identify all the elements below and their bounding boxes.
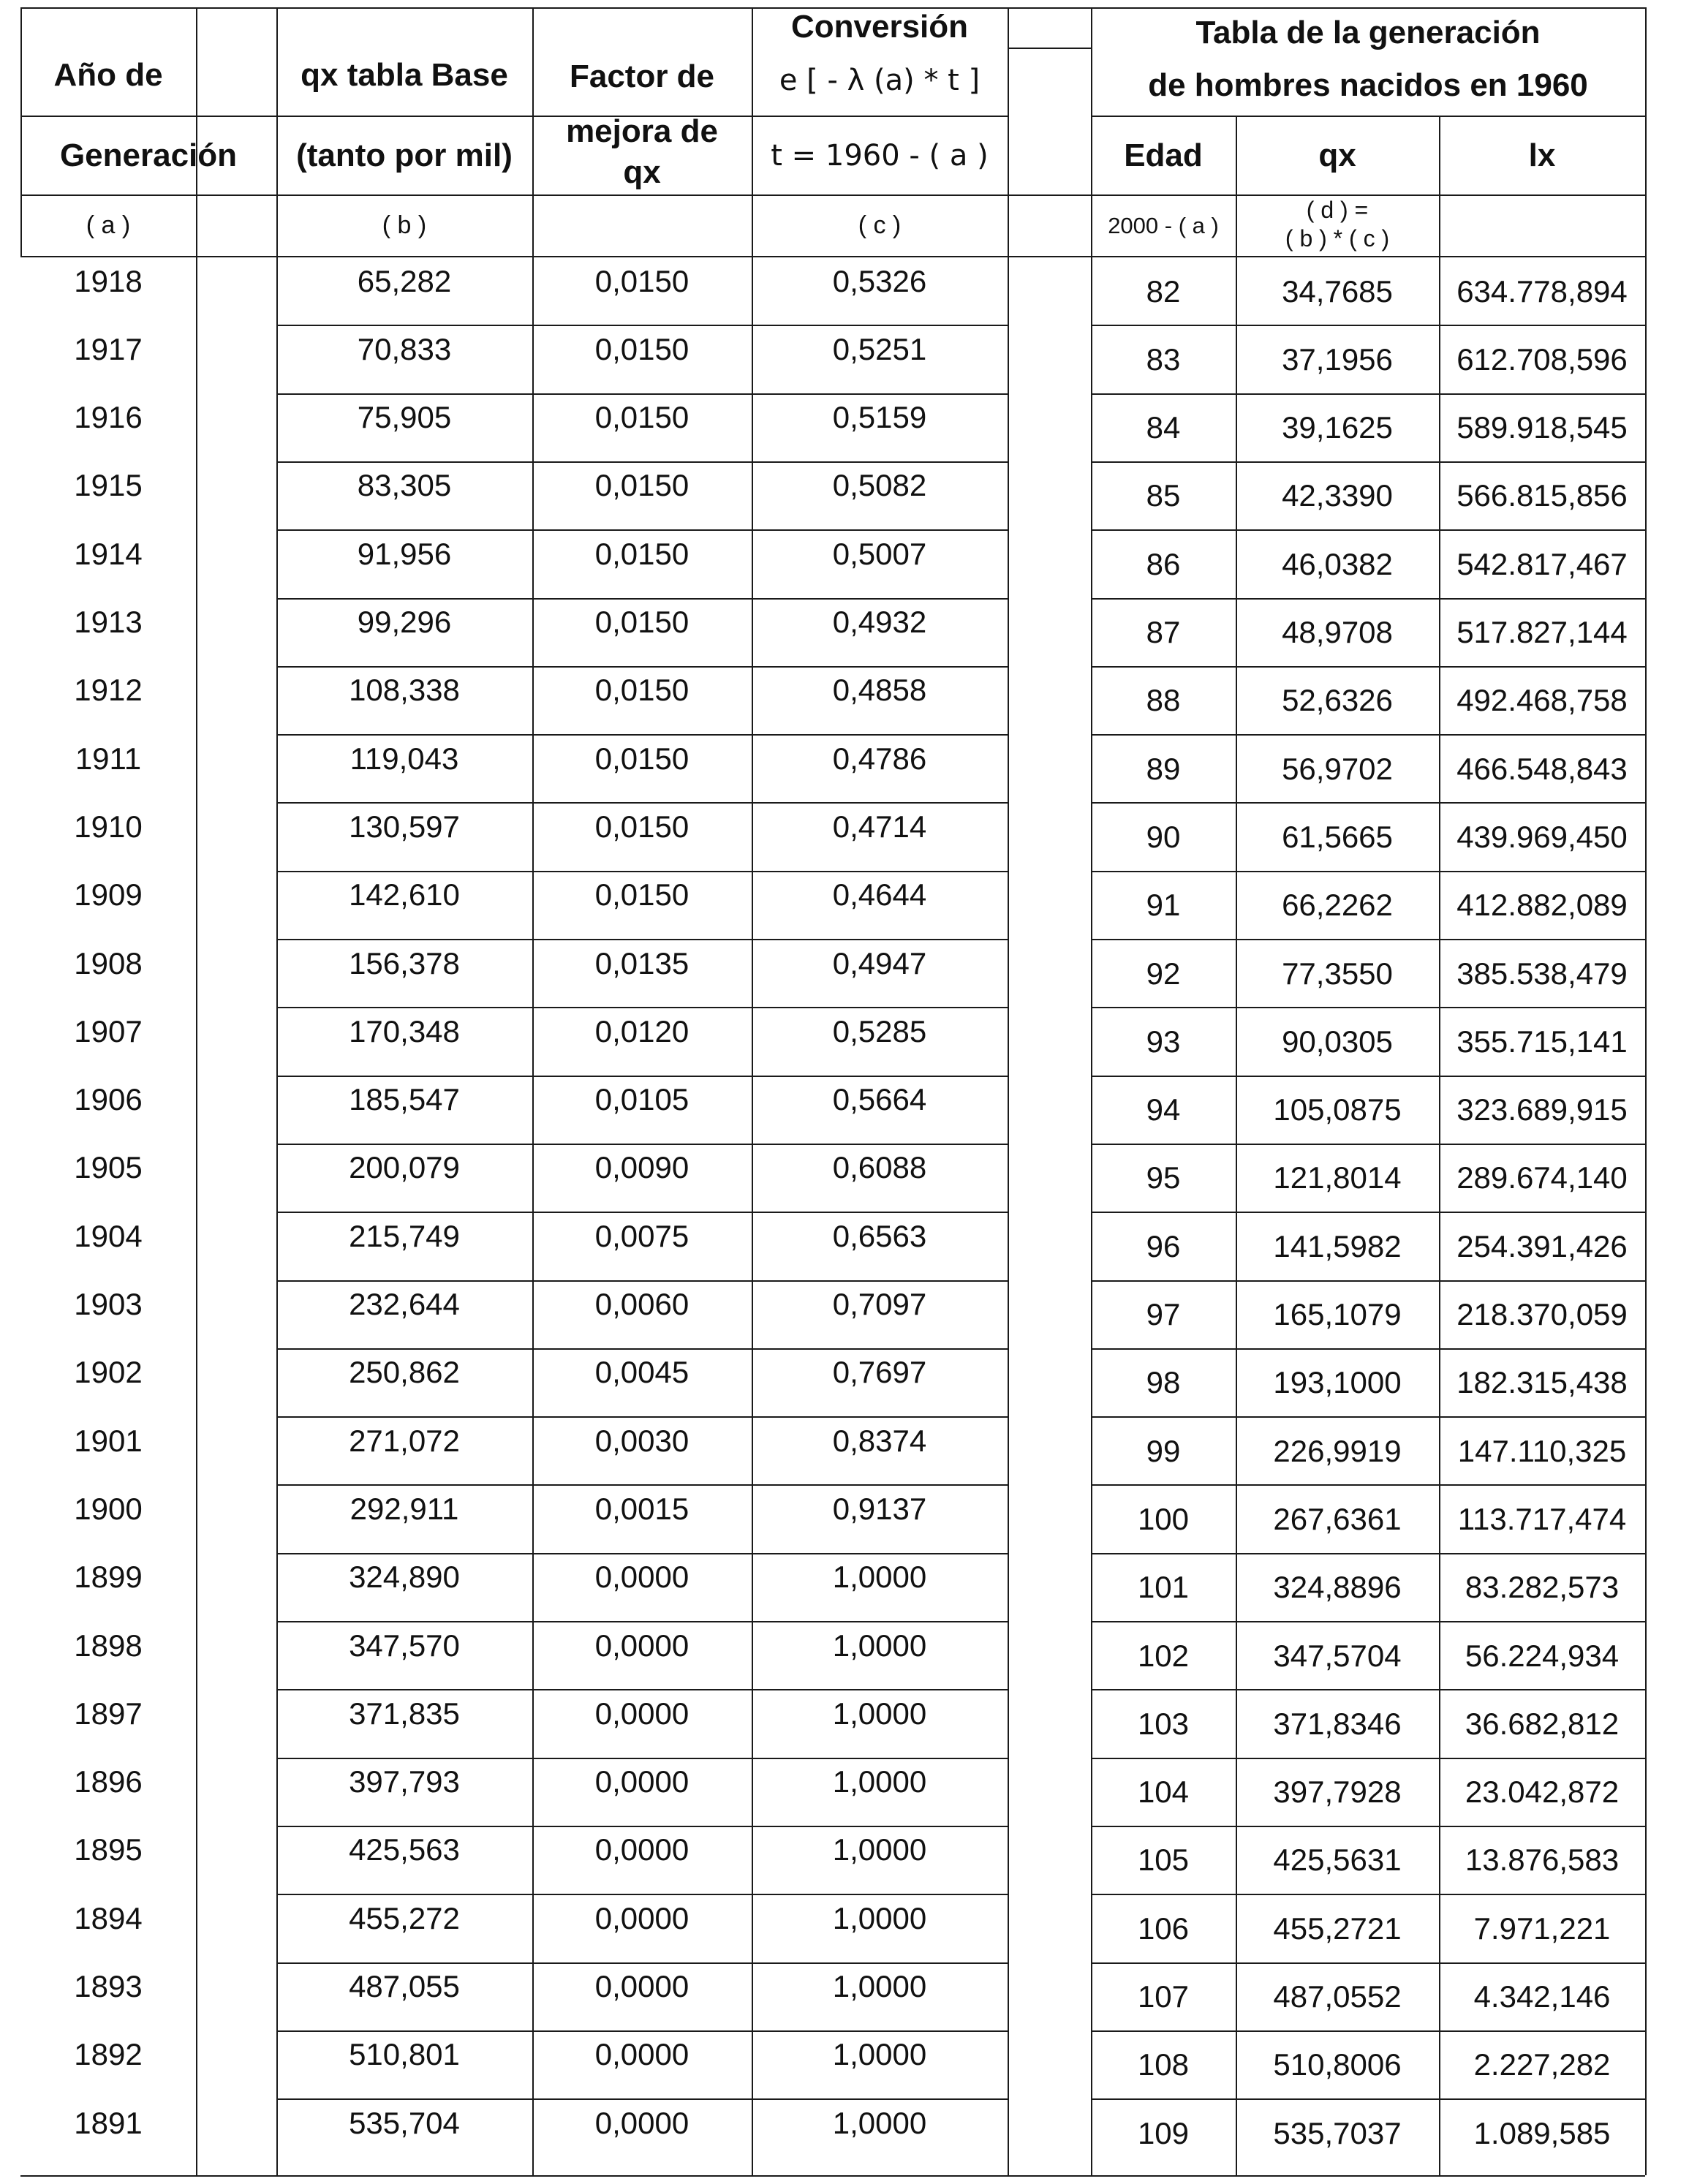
cell-lx: 385.538,479 (1456, 956, 1628, 991)
cell-year: 1908 (74, 945, 143, 980)
cell-edad: 98 (1146, 1365, 1181, 1400)
cell-qx: 46,0382 (1282, 546, 1393, 581)
row-rule-left (276, 939, 1008, 940)
cell-qx-base: 65,282 (357, 263, 452, 298)
header-rule-small (1008, 48, 1091, 49)
cell-conversion: 0,8374 (832, 1423, 927, 1458)
cell-qx: 371,8346 (1273, 1706, 1402, 1741)
row-rule-left (276, 802, 1008, 804)
cell-year: 1916 (74, 400, 143, 435)
cell-conversion: 0,5285 (832, 1013, 927, 1048)
row-rule-right (1091, 1144, 1645, 1145)
cell-factor: 0,0150 (594, 263, 689, 298)
row-rule-left (276, 1826, 1008, 1827)
cell-conversion: 0,7097 (832, 1287, 927, 1322)
cell-lx: 323.689,915 (1456, 1092, 1628, 1127)
cell-lx: 13.876,583 (1465, 1843, 1620, 1878)
row-rule-left (276, 1007, 1008, 1008)
cell-year: 1899 (74, 1560, 143, 1595)
cell-lx: 589.918,545 (1456, 410, 1628, 445)
cell-conversion: 0,5251 (832, 331, 927, 366)
cell-lx: 634.778,894 (1456, 273, 1628, 309)
cell-qx: 347,5704 (1273, 1638, 1402, 1673)
cell-lx: 517.827,144 (1456, 615, 1628, 650)
cell-edad: 106 (1137, 1911, 1190, 1946)
row-rule-right (1091, 1826, 1645, 1827)
cell-factor: 0,0030 (594, 1423, 689, 1458)
cell-qx-base: 535,704 (349, 2105, 460, 2140)
row-rule-left (276, 2098, 1008, 2100)
cell-lx: 492.468,758 (1456, 683, 1628, 718)
header-factor-line1: Factor de (569, 58, 715, 94)
cell-qx: 48,9708 (1282, 615, 1393, 650)
cell-year: 1903 (74, 1287, 143, 1322)
cell-lx: 218.370,059 (1456, 1297, 1628, 1332)
cell-lx: 466.548,843 (1456, 751, 1628, 786)
bottom-border (20, 2175, 1645, 2177)
row-rule-right (1091, 393, 1645, 395)
row-rule-right (1091, 325, 1645, 326)
cell-factor: 0,0120 (594, 1013, 689, 1048)
cell-edad: 108 (1137, 2047, 1190, 2082)
row-rule-right (1091, 666, 1645, 668)
row-rule-left (276, 393, 1008, 395)
cell-year: 1905 (74, 1150, 143, 1185)
cell-conversion: 0,6563 (832, 1218, 927, 1253)
cell-conversion: 0,9137 (832, 1491, 927, 1526)
cell-qx: 52,6326 (1282, 683, 1393, 718)
cell-qx: 455,2721 (1273, 1911, 1402, 1946)
cell-conversion: 1,0000 (832, 1696, 927, 1731)
cell-year: 1897 (74, 1696, 143, 1731)
cell-qx-base: 487,055 (349, 1969, 460, 2004)
header-year-line1: Año de (53, 56, 163, 93)
cell-factor: 0,0000 (594, 1900, 689, 1935)
cell-lx: 355.715,141 (1456, 1024, 1628, 1059)
row-rule-left (276, 666, 1008, 668)
cell-year: 1901 (74, 1423, 143, 1458)
row-rule-left (276, 1348, 1008, 1350)
cell-qx-base: 397,793 (349, 1764, 460, 1799)
cell-qx: 39,1625 (1282, 410, 1393, 445)
cell-year: 1904 (74, 1218, 143, 1253)
cell-qx: 425,5631 (1273, 1843, 1402, 1878)
cell-qx-base: 70,833 (357, 331, 452, 366)
cell-edad: 93 (1146, 1024, 1181, 1059)
cell-qx-base: 142,610 (349, 877, 460, 912)
cell-qx: 535,7037 (1273, 2115, 1402, 2150)
row-rule-left (276, 1076, 1008, 1077)
cell-conversion: 0,4786 (832, 741, 927, 776)
col-line-1 (196, 7, 197, 2175)
row-rule-right (1091, 871, 1645, 872)
cell-factor: 0,0060 (594, 1287, 689, 1322)
cell-qx-base: 156,378 (349, 945, 460, 980)
cell-year: 1907 (74, 1013, 143, 1048)
cell-year: 1902 (74, 1355, 143, 1390)
header-qx-ref-line2: ( b ) * ( c ) (1285, 225, 1390, 252)
cell-conversion: 0,5007 (832, 536, 927, 571)
row-rule-right (1091, 1484, 1645, 1486)
cell-conversion: 0,5159 (832, 400, 927, 435)
row-rule-left (276, 1621, 1008, 1622)
row-rule-right (1091, 598, 1645, 600)
cell-edad: 109 (1137, 2115, 1190, 2150)
cell-factor: 0,0150 (594, 468, 689, 503)
row-rule-right (1091, 1212, 1645, 1213)
cell-qx-base: 200,079 (349, 1150, 460, 1185)
row-rule-right (1091, 1553, 1645, 1554)
cell-year: 1900 (74, 1491, 143, 1526)
row-rule-right (1091, 1007, 1645, 1008)
cell-conversion: 0,4714 (832, 809, 927, 844)
row-rule-left (276, 871, 1008, 872)
cell-edad: 92 (1146, 956, 1181, 991)
cell-factor: 0,0150 (594, 400, 689, 435)
cell-conversion: 1,0000 (832, 1764, 927, 1799)
cell-conversion: 1,0000 (832, 2037, 927, 2072)
cell-qx: 121,8014 (1273, 1160, 1402, 1195)
cell-lx: 83.282,573 (1465, 1570, 1620, 1605)
header-edad-ref: 2000 - ( a ) (1108, 212, 1219, 238)
cell-conversion: 1,0000 (832, 1900, 927, 1935)
cell-conversion: 0,5326 (832, 263, 927, 298)
row-rule-right (1091, 1076, 1645, 1077)
row-rule-left (276, 461, 1008, 463)
row-rule-left (276, 598, 1008, 600)
cell-qx: 226,9919 (1273, 1433, 1402, 1468)
cell-year: 1906 (74, 1082, 143, 1117)
row-rule-left (276, 1144, 1008, 1145)
cell-conversion: 1,0000 (832, 2105, 927, 2140)
header-factor-line3: qx (623, 154, 661, 190)
cell-year: 1895 (74, 1832, 143, 1867)
cell-year: 1893 (74, 1969, 143, 2004)
cell-year: 1892 (74, 2037, 143, 2072)
row-rule-right (1091, 1348, 1645, 1350)
cell-factor: 0,0150 (594, 741, 689, 776)
cell-qx: 77,3550 (1282, 956, 1393, 991)
row-rule-left (276, 1280, 1008, 1282)
row-rule-left (276, 1894, 1008, 1895)
cell-qx-base: 510,801 (349, 2037, 460, 2072)
header-year-ref: ( a ) (86, 211, 131, 240)
cell-qx-base: 455,272 (349, 1900, 460, 1935)
cell-qx: 56,9702 (1282, 751, 1393, 786)
cell-edad: 89 (1146, 751, 1181, 786)
cell-year: 1896 (74, 1764, 143, 1799)
cell-edad: 84 (1146, 410, 1181, 445)
cell-conversion: 0,4947 (832, 945, 927, 980)
cell-conversion: 0,5664 (832, 1082, 927, 1117)
cell-edad: 87 (1146, 615, 1181, 650)
cell-qx-base: 83,305 (357, 468, 452, 503)
row-rule-left (276, 1416, 1008, 1418)
cell-conversion: 0,6088 (832, 1150, 927, 1185)
cell-edad: 86 (1146, 546, 1181, 581)
cell-qx-base: 119,043 (349, 741, 459, 776)
cell-factor: 0,0045 (594, 1355, 689, 1390)
row-rule-left (276, 325, 1008, 326)
cell-lx: 7.971,221 (1473, 1911, 1611, 1946)
cell-conversion: 1,0000 (832, 1832, 927, 1867)
row-rule-right (1091, 1416, 1645, 1418)
cell-factor: 0,0075 (594, 1218, 689, 1253)
cell-conversion: 0,7697 (832, 1355, 927, 1390)
cell-qx: 42,3390 (1282, 478, 1393, 513)
cell-qx-base: 347,570 (349, 1628, 460, 1663)
header-qx-ref-line1: ( d ) = (1306, 197, 1369, 224)
cell-edad: 103 (1137, 1706, 1190, 1741)
cell-qx-base: 232,644 (349, 1287, 460, 1322)
header-qx-base-line1: qx tabla Base (301, 56, 508, 93)
cell-qx-base: 271,072 (349, 1423, 460, 1458)
cell-qx-base: 215,749 (349, 1218, 460, 1253)
cell-lx: 289.674,140 (1456, 1160, 1628, 1195)
row-rule-right (1091, 734, 1645, 736)
cell-edad: 102 (1137, 1638, 1190, 1673)
cell-lx: 147.110,325 (1457, 1433, 1627, 1468)
cell-conversion: 0,4644 (832, 877, 927, 912)
cell-factor: 0,0150 (594, 536, 689, 571)
cell-qx-base: 170,348 (349, 1013, 460, 1048)
row-rule-left (276, 2030, 1008, 2032)
cell-lx: 542.817,467 (1456, 546, 1628, 581)
header-qx: qx (1318, 137, 1356, 173)
row-rule-left (276, 734, 1008, 736)
cell-factor: 0,0135 (594, 945, 689, 980)
cell-edad: 94 (1146, 1092, 1181, 1127)
header-conversion-formula: e [ - λ (a) * t ] (779, 64, 980, 97)
cell-year: 1891 (74, 2105, 143, 2140)
cell-qx: 34,7685 (1282, 273, 1393, 309)
cell-qx-base: 185,547 (349, 1082, 460, 1117)
cell-factor: 0,0090 (594, 1150, 689, 1185)
cell-qx-base: 371,835 (349, 1696, 460, 1731)
cell-qx: 510,8006 (1273, 2047, 1402, 2082)
row-rule-right (1091, 1758, 1645, 1759)
cell-edad: 95 (1146, 1160, 1181, 1195)
cell-conversion: 0,4932 (832, 605, 927, 640)
row-rule-left (276, 1962, 1008, 1964)
row-rule-right (1091, 802, 1645, 804)
right-table-title-line2: de hombres nacidos en 1960 (1148, 67, 1588, 103)
cell-qx-base: 75,905 (357, 400, 452, 435)
header-lx: lx (1528, 137, 1556, 173)
cell-lx: 113.717,474 (1457, 1501, 1627, 1536)
cell-factor: 0,0105 (594, 1082, 689, 1117)
cell-year: 1894 (74, 1900, 143, 1935)
cell-edad: 83 (1146, 341, 1181, 377)
cell-factor: 0,0150 (594, 605, 689, 640)
cell-qx-base: 250,862 (349, 1355, 460, 1390)
col-line-5 (1008, 7, 1009, 2175)
header-qx-base-ref: ( b ) (382, 211, 427, 240)
header-conversion-title: Conversión (790, 8, 969, 45)
cell-qx: 141,5982 (1273, 1228, 1402, 1263)
cell-conversion: 1,0000 (832, 1560, 927, 1595)
cell-qx: 66,2262 (1282, 888, 1393, 923)
cell-qx: 37,1956 (1282, 341, 1393, 377)
cell-qx: 61,5665 (1282, 819, 1393, 854)
cell-qx-base: 130,597 (349, 809, 460, 844)
cell-qx-base: 425,563 (349, 1832, 460, 1867)
cell-factor: 0,0150 (594, 809, 689, 844)
cell-lx: 2.227,282 (1473, 2047, 1611, 2082)
cell-edad: 107 (1137, 1979, 1190, 2014)
row-rule-left (276, 1484, 1008, 1486)
cell-edad: 97 (1146, 1297, 1181, 1332)
cell-conversion: 0,4858 (832, 673, 927, 708)
cell-edad: 90 (1146, 819, 1181, 854)
cell-factor: 0,0000 (594, 1969, 689, 2004)
cell-lx: 4.342,146 (1473, 1979, 1611, 2014)
cell-conversion: 0,5082 (832, 468, 927, 503)
cell-factor: 0,0150 (594, 673, 689, 708)
header-year-line2: Generación (59, 137, 238, 173)
cell-year: 1913 (74, 605, 143, 640)
cell-factor: 0,0000 (594, 2105, 689, 2140)
cell-qx: 487,0552 (1273, 1979, 1402, 2014)
row-rule-right (1091, 1280, 1645, 1282)
cell-qx-base: 99,296 (357, 605, 452, 640)
cell-lx: 412.882,089 (1456, 888, 1628, 923)
row-rule-right (1091, 939, 1645, 940)
row-rule-right (1091, 2030, 1645, 2032)
cell-edad: 99 (1146, 1433, 1181, 1468)
cell-lx: 612.708,596 (1456, 341, 1628, 377)
cell-edad: 104 (1137, 1775, 1190, 1810)
cell-edad: 91 (1146, 888, 1181, 923)
cell-qx-base: 108,338 (349, 673, 460, 708)
cell-conversion: 1,0000 (832, 1969, 927, 2004)
cell-lx: 23.042,872 (1465, 1775, 1620, 1810)
cell-qx: 165,1079 (1273, 1297, 1402, 1332)
cell-conversion: 1,0000 (832, 1628, 927, 1663)
cell-edad: 88 (1146, 683, 1181, 718)
row-rule-right (1091, 461, 1645, 463)
cell-factor: 0,0015 (594, 1491, 689, 1526)
cell-year: 1918 (74, 263, 143, 298)
cell-edad: 101 (1137, 1570, 1190, 1605)
cell-lx: 566.815,856 (1456, 478, 1628, 513)
row-rule-left (276, 529, 1008, 531)
cell-edad: 96 (1146, 1228, 1181, 1263)
cell-year: 1911 (75, 741, 142, 776)
cell-factor: 0,0000 (594, 1696, 689, 1731)
cell-factor: 0,0000 (594, 1560, 689, 1595)
cell-qx-base: 91,956 (357, 536, 452, 571)
cell-qx: 324,8896 (1273, 1570, 1402, 1605)
row-rule-right (1091, 2098, 1645, 2100)
cell-year: 1909 (74, 877, 143, 912)
header-qx-base-line2: (tanto por mil) (296, 137, 513, 173)
cell-qx: 397,7928 (1273, 1775, 1402, 1810)
row-rule-left (276, 1758, 1008, 1759)
row-rule-left (276, 1553, 1008, 1554)
row-rule-right (1091, 1689, 1645, 1690)
cell-year: 1915 (74, 468, 143, 503)
cell-lx: 1.089,585 (1473, 2115, 1611, 2150)
cell-edad: 85 (1146, 478, 1181, 513)
right-table-title-line1: Tabla de la generación (1195, 14, 1541, 50)
cell-lx: 439.969,450 (1456, 819, 1628, 854)
row-rule-left (276, 1689, 1008, 1690)
cell-lx: 254.391,426 (1456, 1228, 1628, 1263)
cell-edad: 105 (1137, 1843, 1190, 1878)
cell-factor: 0,0000 (594, 1832, 689, 1867)
row-rule-right (1091, 1962, 1645, 1964)
row-rule-right (1091, 1894, 1645, 1895)
cell-year: 1898 (74, 1628, 143, 1663)
row-rule-right (1091, 1621, 1645, 1622)
cell-factor: 0,0150 (594, 877, 689, 912)
row-rule-right (1091, 529, 1645, 531)
cell-factor: 0,0000 (594, 1628, 689, 1663)
cell-year: 1910 (74, 809, 143, 844)
cell-lx: 56.224,934 (1465, 1638, 1620, 1673)
cell-factor: 0,0000 (594, 2037, 689, 2072)
header-conversion-t: t = 1960 - ( a ) (771, 139, 989, 173)
cell-qx-base: 292,911 (349, 1491, 459, 1526)
cell-edad: 82 (1146, 273, 1181, 309)
cell-edad: 100 (1137, 1501, 1190, 1536)
cell-year: 1914 (74, 536, 143, 571)
cell-qx: 193,1000 (1273, 1365, 1402, 1400)
cell-qx: 267,6361 (1273, 1501, 1402, 1536)
row-rule-left (276, 1212, 1008, 1213)
header-edad: Edad (1124, 137, 1203, 173)
header-factor-line2: mejora de (566, 113, 718, 149)
cell-factor: 0,0000 (594, 1764, 689, 1799)
cell-qx: 90,0305 (1282, 1024, 1393, 1059)
col-line-9 (1645, 7, 1647, 2175)
header-conversion-ref: ( c ) (858, 211, 902, 240)
cell-factor: 0,0150 (594, 331, 689, 366)
cell-qx: 105,0875 (1273, 1092, 1402, 1127)
cell-year: 1912 (74, 673, 143, 708)
cell-year: 1917 (74, 331, 143, 366)
cell-lx: 182.315,438 (1456, 1365, 1628, 1400)
cell-lx: 36.682,812 (1465, 1706, 1620, 1741)
cell-qx-base: 324,890 (349, 1560, 460, 1595)
